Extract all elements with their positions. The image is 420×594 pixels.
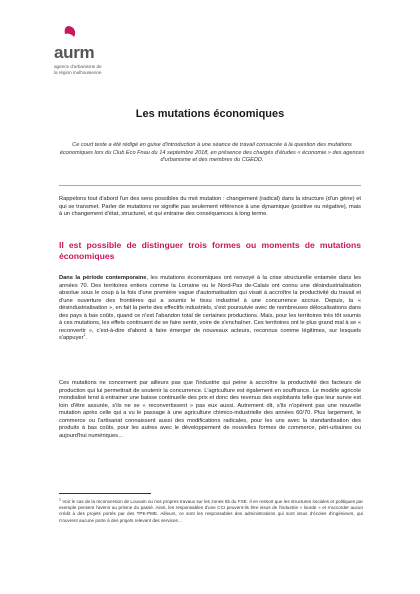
paragraph-end: .	[85, 335, 88, 341]
paragraph-other-sectors: Ces mutations ne concernent par ailleurs pas que l'industrie qui peine à accroître la productivité des facteurs de production qui lui permettrait de soutenir la concurrence. L'agriculture est également en souffrance. Le modèle agricole mondialisé tend à entrainer une baisse continuelle des prix et donc des revenus des exploitants telle que leur survie est loin d'être assurée, s'ils ne se « reconvertissent » pas eux aussi. Autrement dit, s'ils n'opèrent pas une nouvelle mutation après celle qui a vu le passage à une agriculture chimico-industrielle des années 60/70. Plus largement, le commerce ou l'artisanat connaissent aussi des modifications radicales, pour les uns avec la standardisation des produits à bas coûts, pour les autres avec le développement de nouvelles formes de commerce, péri-urbaines ou aujourd'hui numériques…	[59, 380, 361, 439]
section-heading: II est possible de distinguer trois formes ou moments de mutations économiques	[59, 240, 361, 261]
paragraph-lead: Dans la période contemporaine	[59, 275, 147, 281]
logo-wordmark: aurm	[54, 43, 95, 62]
footnote-ref[interactable]: 1	[83, 333, 86, 338]
footnote-text: Voir le cas de la reconversion de Louvain ou nos propres travaux sur les zones 5b du FSE. Il en ressort que les structures sociales et politiques par exemple pensent l'avenir au prisme du passé. Ainsi, les responsables d'une CCI peuvent-ils être issus de l'industrie « lourde » et n'accorder aucun crédit à des projets portés par des TPE-PME. Ailleurs, ce sont les responsables des administrations qui sont issus d'écoles d'ingénieurs, qui n'ouvrent aucune porte à des projets relevant des services…	[59, 499, 363, 523]
divider	[59, 185, 361, 186]
logo-subtitle	[54, 64, 102, 76]
logo-subtitle-line: la région mulhousienne	[54, 70, 102, 75]
footnote	[59, 499, 363, 524]
footnote-number: 1	[59, 497, 61, 502]
paragraph-body: , les mutations économiques ont renvoyé à la crise structurelle entamée dans les années 70. Des territoires entiers comme la Lorraine ou le Nord-Pas de-Calais ont connu une désindustrialisation absolue sous le coup à la fois d'une première vague d'automatisation qui visait à accroître la productivité du travail et d'une ouverture des frontières qui a soumis le tissu industriel à une concurrence accrue. Depuis, la « désindustrialisation », en fait la perte des effectifs industriels, s'est poursuivie avec de nombreuses délocalisations dans des pays à bas coûts, quand ce n'est l'abandon total de certaines productions. Mais, pour les territoires très tôt soumis à ces mutations, les effets continuent de se faire sentir, voire de s'enchaîner. Ces territoires ont le plus grand mal à se « reconvertir », c'est-à-dire d'abord à faire émerger de nouveaux acteurs, reconnus comme légitimes, sur lesquels s'appuyer	[59, 275, 362, 341]
logo-subtitle-line: agence d'urbanisme de	[54, 64, 102, 69]
paragraph-contemporary-period	[59, 275, 361, 343]
intro-text: Ce court texte a été rédigé en guise d'introduction à une séance de travail consacrée à la question des mutations économiques lors du Club Eco Fnau du 14 septembre 2018, en présence des chargés d'études « économie » des agences d'urbanisme et des membres du CGEDD.	[59, 142, 365, 163]
page-title: Les mutations économiques	[135, 108, 285, 120]
paragraph-definition: Rappelons tout d'abord l'un des sens possibles du mot mutation : changement (radical) dans la structure (d'un gène) et qui se transmet. Parler de mutations ne signifie pas seulement référence à une dynamique (positive ou négative), mais à un changement d'état, structurel, et qui entraine des conséquences à long terme.	[59, 196, 361, 217]
footnote-divider	[59, 493, 151, 494]
